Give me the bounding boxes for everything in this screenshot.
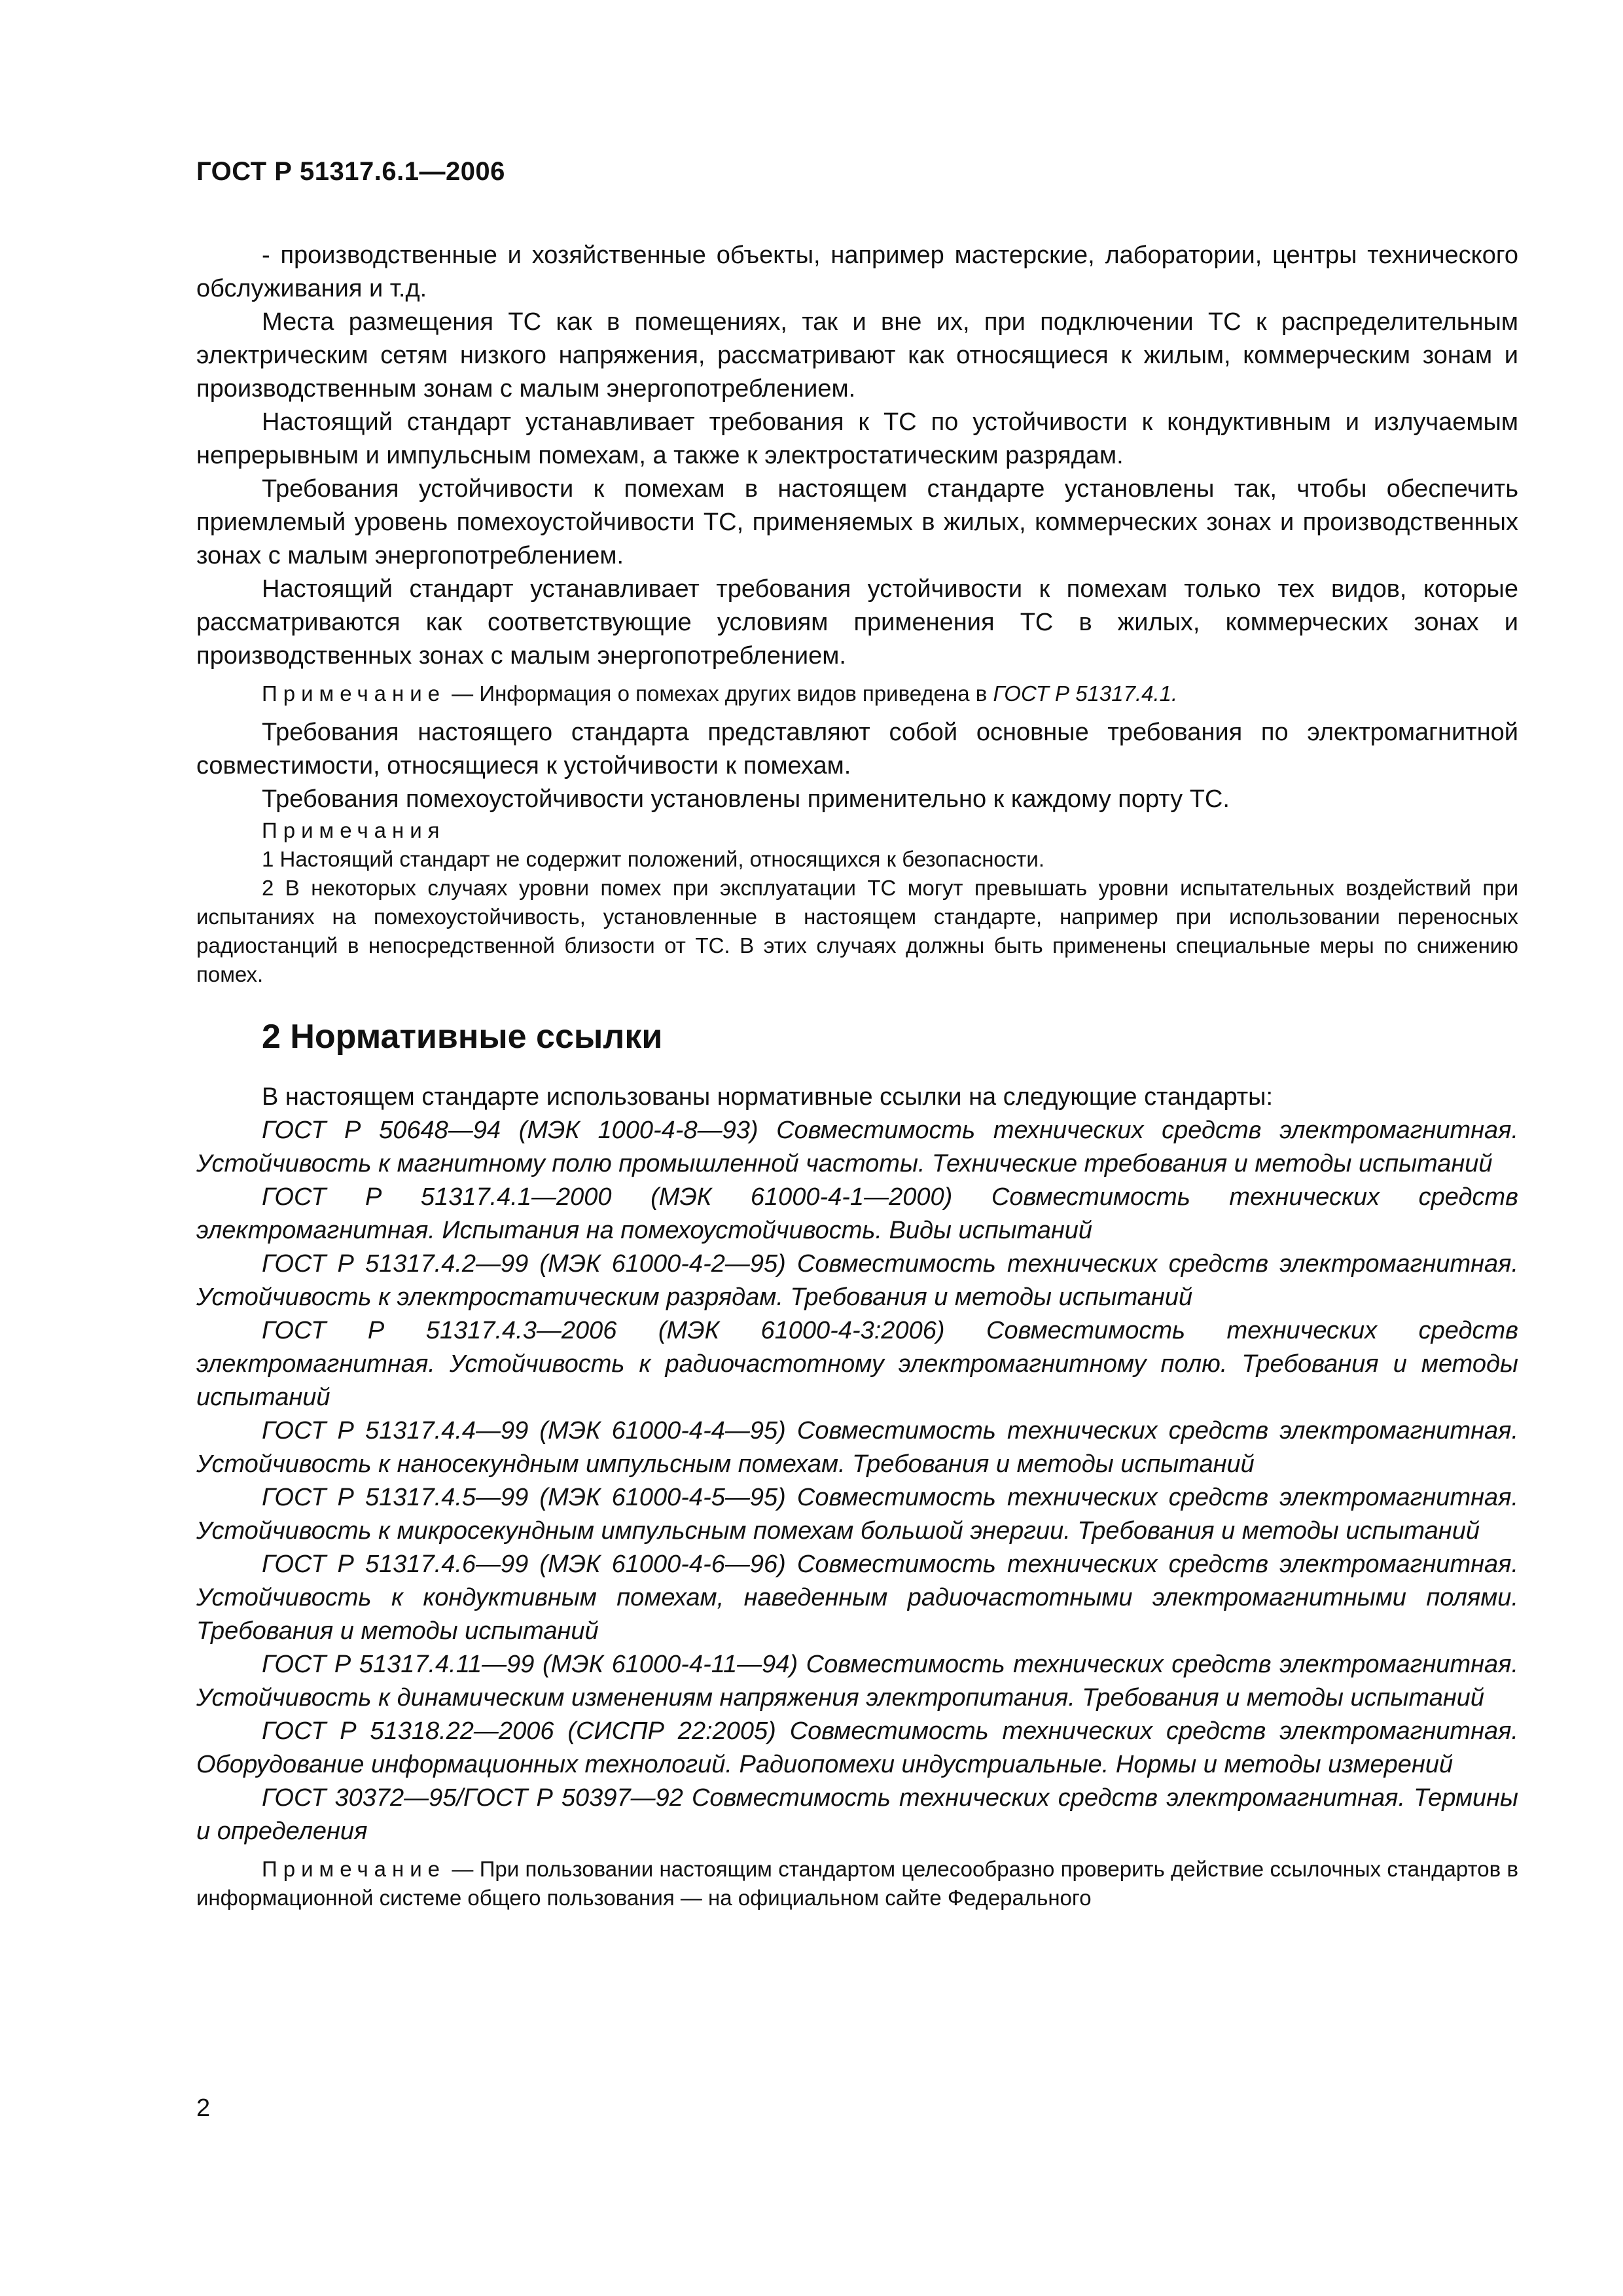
- note-reference: ГОСТ Р 51317.4.1.: [993, 681, 1178, 706]
- note-dash: —: [446, 681, 480, 706]
- note: [196, 679, 1518, 708]
- document-page: [196, 0, 1518, 2296]
- reference-item: ГОСТ Р 51317.4.1—2000 (МЭК 61000-4-1—2000) Совместимость технических средств электромагнитная. Испытания на помехоустойчивость. Виды испытаний: [196, 1183, 1518, 1244]
- reference-item: ГОСТ Р 51317.4.6—99 (МЭК 61000-4-6—96) Совместимость технических средств электромагнитная. Устойчивость к кондуктивным помехам, наведенным радиочастотными электромагнитными полями. Требования и методы испытаний: [196, 1551, 1518, 1645]
- note-item: 1 Настоящий стандарт не содержит положений, относящихся к безопасности.: [262, 847, 1044, 871]
- paragraph: Настоящий стандарт устанавливает требования устойчивости к помехам только тех видов, которые рассматриваются как соответствующие условиям применения ТС в жилых, коммерческих зонах и производственных зонах с малым энергопотреблением.: [196, 575, 1518, 670]
- document-body: [196, 239, 1518, 1920]
- section-note: [196, 1855, 1518, 1912]
- reference-item: ГОСТ Р 50648—94 (МЭК 1000-4-8—93) Совместимость технических средств электромагнитная. Устойчивость к магнитному полю промышленной частоты. Технические требования и методы испытаний: [196, 1117, 1518, 1177]
- note-label: Примечание: [262, 1857, 446, 1881]
- reference-item: ГОСТ Р 51317.4.4—99 (МЭК 61000-4-4—95) Совместимость технических средств электромагнитная. Устойчивость к наносекундным импульсным помехам. Требования и методы испытаний: [196, 1417, 1518, 1478]
- notes-block: [196, 816, 1518, 989]
- document-header: ГОСТ Р 51317.6.1—2006: [196, 157, 505, 186]
- reference-item: ГОСТ Р 51317.4.2—99 (МЭК 61000-4-2—95) Совместимость технических средств электромагнитная. Устойчивость к электростатическим разрядам. Требования и методы испытаний: [196, 1250, 1518, 1311]
- paragraph: Требования устойчивости к помехам в настоящем стандарте установлены так, чтобы обеспечить приемлемый уровень помехоустойчивости ТС, применяемых в жилых, коммерческих зонах и производственных зонах с малым энергопотреблением.: [196, 475, 1518, 569]
- reference-item: ГОСТ Р 51317.4.11—99 (МЭК 61000-4-11—94) Совместимость технических средств электромагнитная. Устойчивость к динамическим изменениям напряжения электропитания. Требования и методы испытаний: [196, 1651, 1518, 1712]
- note-label: Примечание: [262, 681, 446, 706]
- note-text: При пользовании настоящим стандартом целесообразно проверить действие ссылочных стандартов в информационной системе общего пользования — на официальном сайте Федерального: [196, 1857, 1518, 1910]
- reference-item: ГОСТ Р 51317.4.5—99 (МЭК 61000-4-5—95) Совместимость технических средств электромагнитная. Устойчивость к микросекундным импульсным помехам большой энергии. Требования и методы испытаний: [196, 1484, 1518, 1545]
- paragraph: Места размещения ТС как в помещениях, так и вне их, при подключении ТС к распределительным электрическим сетям низкого напряжения, рассматривают как относящиеся к жилым, коммерческим зонам и производственным зонам с малым энергопотреблением.: [196, 308, 1518, 403]
- paragraph: - производственные и хозяйственные объекты, например мастерские, лаборатории, центры технического обслуживания и т.д.: [196, 242, 1518, 302]
- note-item: 2 В некоторых случаях уровни помех при эксплуатации ТС могут превышать уровни испытательных воздействий при испытаниях на помехоустойчивость, установленные в настоящем стандарте, например при использовании переносных радиостанций в непосредственной близости от ТС. В этих случаях должны быть применены специальные меры по снижению помех.: [196, 876, 1518, 986]
- notes-heading: Примечания: [262, 818, 446, 842]
- note-dash: —: [446, 1857, 480, 1881]
- section-heading: 2 Нормативные ссылки: [262, 1018, 663, 1056]
- paragraph: Требования настоящего стандарта представляют собой основные требования по электромагнитной совместимости, относящиеся к устойчивости к помехам.: [196, 719, 1518, 780]
- reference-item: ГОСТ Р 51317.4.3—2006 (МЭК 61000-4-3:2006) Совместимость технических средств электромагнитная. Устойчивость к радиочастотному электромагнитному полю. Требования и методы испытаний: [196, 1317, 1518, 1411]
- note-text: Информация о помехах других видов приведена в: [479, 681, 993, 706]
- reference-item: ГОСТ Р 51318.22—2006 (СИСПР 22:2005) Совместимость технических средств электромагнитная. Оборудование информационных технологий. Радиопомехи индустриальные. Нормы и методы измерений: [196, 1717, 1518, 1778]
- paragraph: Требования помехоустойчивости установлены применительно к каждому порту ТС.: [262, 785, 1230, 813]
- reference-item: ГОСТ 30372—95/ГОСТ Р 50397—92 Совместимость технических средств электромагнитная. Термины и определения: [196, 1784, 1518, 1845]
- section-lead: В настоящем стандарте использованы нормативные ссылки на следующие стандарты:: [262, 1083, 1274, 1111]
- paragraph: Настоящий стандарт устанавливает требования к ТС по устойчивости к кондуктивным и излучаемым непрерывным и импульсным помехам, а также к электростатическим разрядам.: [196, 408, 1518, 469]
- page-number: 2: [196, 2094, 211, 2122]
